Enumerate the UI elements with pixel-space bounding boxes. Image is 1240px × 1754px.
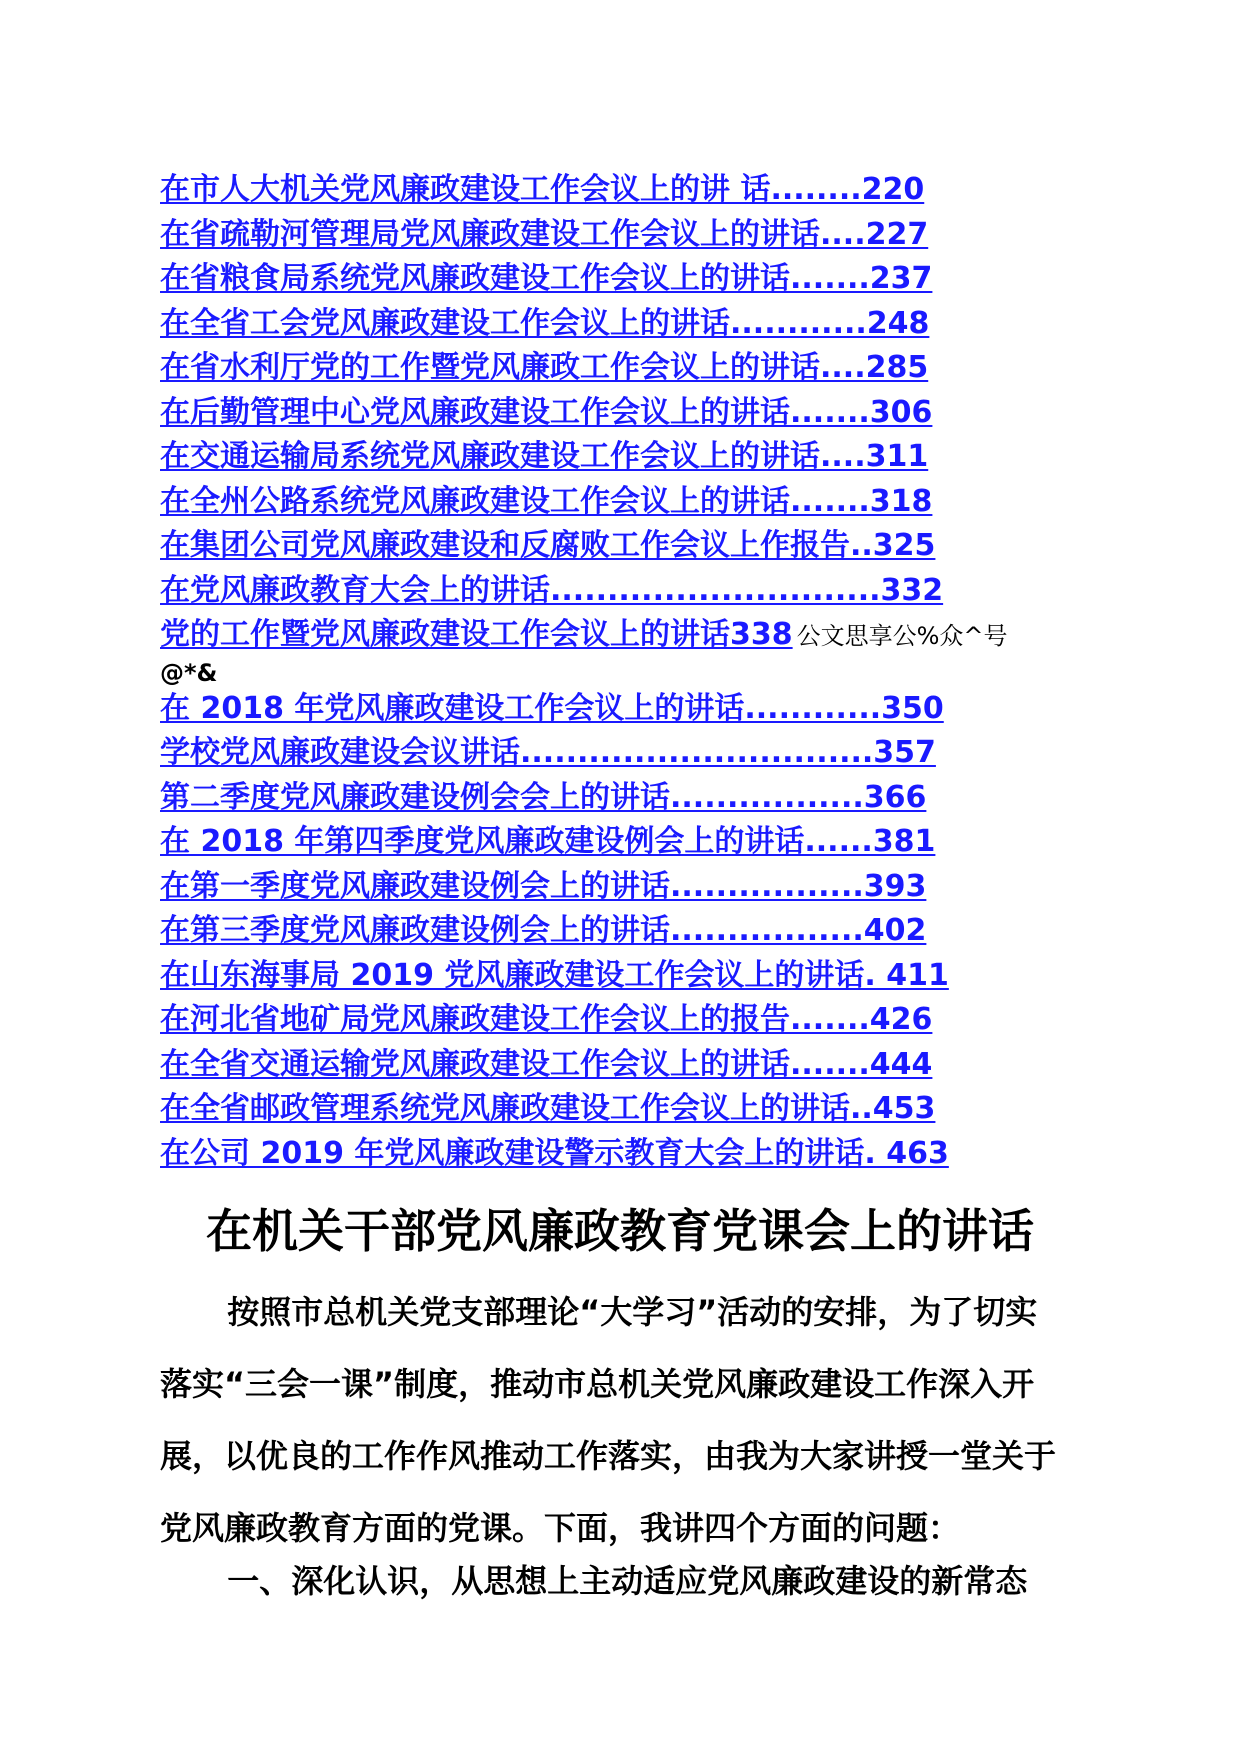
toc-link[interactable]: 在全州公路系统党风廉政建设工作会议上的讲话.......318 — [160, 483, 933, 519]
toc-entry[interactable] — [160, 998, 1080, 1043]
toc-link[interactable]: 在全省邮政管理系统党风廉政建设工作会议上的讲话..453 — [160, 1091, 936, 1126]
toc-entry[interactable] — [160, 213, 1080, 258]
toc-link[interactable]: 在第三季度党风廉政建设例会上的讲话.................402 — [160, 913, 927, 948]
toc-link[interactable]: 在省疏勒河管理局党风廉政建设工作会议上的讲话....227 — [160, 216, 929, 252]
toc-entry[interactable] — [160, 391, 1080, 436]
toc-link[interactable]: 在集团公司党风廉政建设和反腐败工作会议上作报告..325 — [160, 528, 936, 563]
toc-entry[interactable] — [160, 687, 1080, 732]
toc-entry[interactable] — [160, 302, 1080, 347]
watermark-text: 公文思享公%众^号 — [796, 622, 1008, 650]
toc-entry[interactable] — [160, 909, 1080, 954]
toc-link[interactable]: 在河北省地矿局党风廉政建设工作会议上的报告.......426 — [160, 1002, 933, 1037]
toc-entry[interactable] — [160, 346, 1080, 391]
toc-link[interactable]: 第二季度党风廉政建设例会会上的讲话.................366 — [160, 779, 927, 815]
toc-link[interactable]: 在山东海事局 2019 党风廉政建设工作会议上的讲话. 411 — [160, 957, 949, 993]
intro-paragraph: 按照市总机关党支部理论“大学习”活动的安排，为了切实落实“三会一课”制度，推动市总机关党风廉政建设工作深入开展，以优良的工作作风推动工作落实，由我为大家讲授一堂关于党风廉政教育方面的党课。下面，我讲四个方面的问题： — [160, 1293, 1057, 1547]
toc-entry[interactable] — [160, 1043, 1080, 1088]
toc-entry[interactable] — [160, 820, 1080, 865]
toc-entry[interactable] — [160, 569, 1080, 614]
toc-link[interactable]: 在省粮食局系统党风廉政建设工作会议上的讲话.......237 — [160, 261, 933, 296]
toc-link[interactable]: 在 2018 年第四季度党风廉政建设例会上的讲话......381 — [160, 824, 936, 859]
toc-link[interactable]: 在公司 2019 年党风廉政建设警示教育大会上的讲话. 463 — [160, 1135, 949, 1171]
watermark-text-continued: @*& — [160, 658, 218, 687]
toc-entry[interactable] — [160, 435, 1080, 480]
toc-link[interactable]: 在省水利厅党的工作暨党风廉政工作会议上的讲话....285 — [160, 350, 929, 385]
section-heading: 一、深化认识，从思想上主动适应党风廉政建设的新常态 — [227, 1562, 1028, 1600]
toc-entry[interactable] — [160, 865, 1080, 910]
toc-entry[interactable] — [160, 257, 1080, 302]
toc-entry[interactable] — [160, 731, 1080, 776]
toc-link[interactable]: 在第一季度党风廉政建设例会上的讲话.................393 — [160, 868, 927, 904]
toc-link[interactable]: 在后勤管理中心党风廉政建设工作会议上的讲话.......306 — [160, 394, 933, 430]
toc-link[interactable]: 在党风廉政教育大会上的讲话.............................332 — [160, 572, 944, 608]
table-of-contents — [160, 168, 1080, 1176]
toc-entry[interactable] — [160, 954, 1080, 999]
toc-entry[interactable] — [160, 524, 1080, 569]
toc-link[interactable]: 学校党风廉政建设会议讲话...............................357 — [160, 735, 936, 770]
toc-entry[interactable] — [160, 776, 1080, 821]
toc-link[interactable]: 在全省交通运输党风廉政建设工作会议上的讲话.......444 — [160, 1046, 933, 1082]
document-title: 在机关干部党风廉政教育党课会上的讲话 — [206, 1204, 1034, 1258]
toc-entry[interactable] — [160, 1132, 1080, 1177]
toc-entry[interactable] — [160, 168, 1080, 213]
toc-link[interactable]: 在市人大机关党风廉政建设工作会议上的讲 话........220 — [160, 172, 925, 207]
toc-link[interactable]: 在 2018 年党风廉政建设工作会议上的讲话............350 — [160, 690, 944, 726]
toc-entry[interactable] — [160, 480, 1080, 525]
toc-link[interactable]: 在交通运输局系统党风廉政建设工作会议上的讲话....311 — [160, 439, 929, 474]
toc-link[interactable]: 在全省工会党风廉政建设工作会议上的讲话............248 — [160, 305, 930, 341]
toc-link[interactable]: 党的工作暨党风廉政建设工作会议上的讲话338 — [160, 617, 793, 652]
toc-entry[interactable] — [160, 613, 1080, 687]
toc-entry[interactable] — [160, 1087, 1080, 1132]
